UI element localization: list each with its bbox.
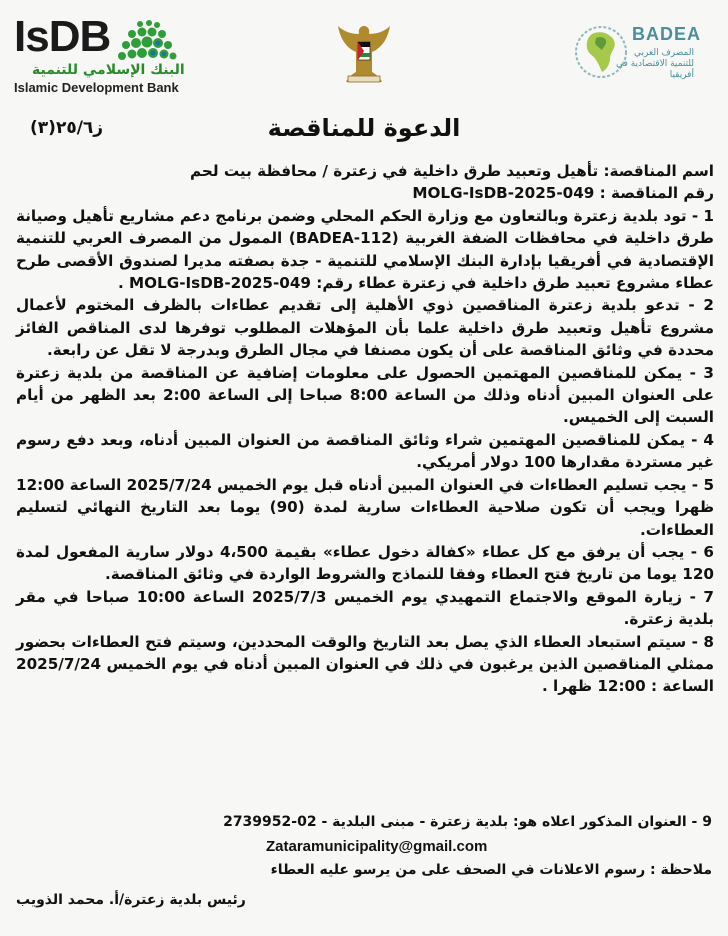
tender-item-8: 8 - سيتم استبعاد العطاء الذي يصل بعد التاريخ والوقت المحددين، وسيتم فتح العطاءات بحضور ممثلي المناقصين الذين يرغبون في ذلك في العنوان المبين أدناه في يوم الخميس 2025/7/24 الساعة : 12:00 ظهرا .: [16, 632, 714, 696]
tender-item-2: 2 - تدعو بلدية زعترة المناقصين ذوي الأهلية إلى تقديم عطاءات بالظرف المختوم لأعمال مشروع تأهيل وتعبيد طرق داخلية علما بأن المؤهلات المطلوب توفرها لدى المناقص الفائز محددة في وثائق المناقصة على أن يكون مصنفا في مجال الطرق وبدرجة لا تقل عن رابعة.: [16, 296, 714, 360]
badea-name: BADEA: [632, 24, 702, 44]
email-link[interactable]: Zataramunicipality@gmail.com: [266, 838, 488, 855]
tender-item-4: 4 - يمكن للمناقصين المهتمين شراء وثائق المناقصة من العنوان المبين أدناه، وبعد دفع رسوم غير مستردة مقدارها 100 دولار أمريكي.: [16, 430, 714, 472]
address-line: 9 - العنوان المذكور اعلاه هو: بلدية زعترة - مبنى البلدية - 02-2739952: [223, 814, 712, 830]
tender-item-7: 7 - زيارة الموقع والاجتماع التمهيدي يوم الخميس 2025/7/3 الساعة 10:00 صباحا في مقر بلدية زعترة.: [16, 587, 714, 629]
tender-item-5: 5 - يجب تسليم العطاءات في العنوان المبين أدناه قبل يوم الخميس 2025/7/24 الساعة 12:00 ظهرا ويجب أن تكون صلاحية العطاءات سارية لمدة (90) يوما بعد التاريخ النهائي لتسليم العطاءات.: [16, 475, 715, 539]
tender-name: اسم المناقصة: تأهيل وتعبيد طرق داخلية في زعترة / محافظة بيت لحم: [190, 162, 714, 180]
isdb-globe-icon: [112, 18, 180, 68]
isdb-english-name: Islamic Development Bank: [14, 80, 179, 95]
tender-item-1: 1 - تود بلدية زعترة وبالتعاون مع وزارة الحكم المحلي وضمن برنامج دعم مشاريع تأهيل وصيانة طرق داخلية في محافظات الضفة الغربية (BADEA-112) الممول من المصرف العربي للتنمية الإقتصادية في أفريقيا بإدارة البنك الإسلامي للتنمية - جدة بصفته مديرا لصندوق الأقصى طرح عطاء مشروع تعبيد طرق داخلية في زعترة عطاء رقم: 049-MOLG-IsDB-2025 .: [16, 206, 714, 293]
signature-line: رئيس بلدية زعترة/أ. محمد الذويب: [16, 892, 246, 908]
tender-body: [16, 160, 714, 698]
isdb-logo-word: IsDB: [14, 12, 111, 61]
page-title: الدعوة للمناقصة: [267, 114, 461, 142]
reference-number: ز٢٥/٦(٣): [30, 118, 104, 138]
isdb-arabic-name: البنك الإسلامي للتنمية: [32, 62, 185, 78]
palestine-eagle-emblem-icon: [334, 20, 394, 86]
note-line: ملاحظة : رسوم الاعلانات في الصحف على من يرسو عليه العطاء: [270, 862, 712, 878]
isdb-logo: [14, 12, 189, 95]
header-logos: [0, 0, 728, 110]
badea-arabic-name: المصرف العربي للتنمية الاقتصادية في أفريقيا: [616, 48, 694, 80]
tender-item-3: 3 - يمكن للمناقصين المهتمين الحصول على معلومات إضافية عن المناقصة من بلدية زعترة على العنوان المبين أدناه وذلك من الساعة 8:00 صباحا إلى الساعة 2:00 بعد الظهر من أيام السبت إلى الخميس.: [16, 363, 714, 427]
badea-logo: [574, 22, 714, 86]
tender-item-6: 6 - يجب أن يرفق مع كل عطاء «كفالة دخول عطاء» بقيمة 4،500 دولار سارية المفعول لمدة 120 يوما من تاريخ فتح العطاء وفقا للنماذج والشروط الواردة في وثائق المناقصة.: [16, 542, 714, 584]
tender-number: رقم المناقصة : MOLG-IsDB-2025-049: [412, 184, 714, 203]
